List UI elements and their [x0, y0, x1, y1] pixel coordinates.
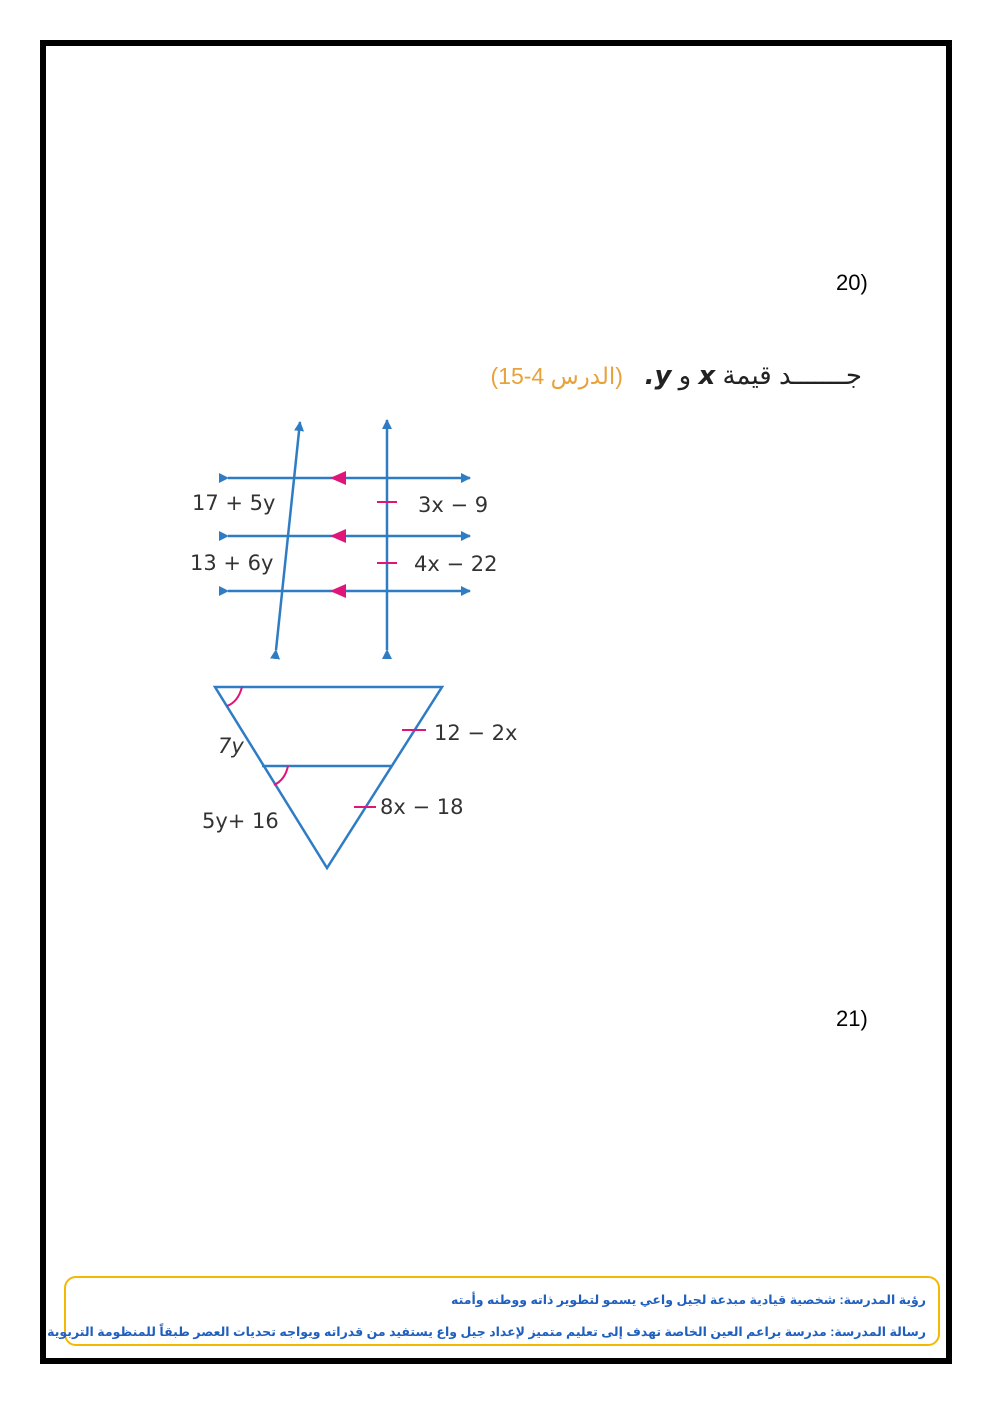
- label-5y-plus-16: 5y+ 16: [202, 809, 279, 833]
- angle-arc-icon: [227, 687, 242, 706]
- school-vision: رؤية المدرسة: شخصية قيادية مبدعة لجيل واعي يسمو لتطوير ذاته ووطنه وأمته: [451, 1293, 926, 1307]
- label-17-plus-5y: 17 + 5y: [192, 491, 276, 515]
- label-3x-minus-9: 3x − 9: [418, 493, 489, 517]
- parallel-marks: [330, 471, 346, 598]
- variable-x: x: [698, 361, 716, 391]
- label-12-minus-2x: 12 − 2x: [434, 721, 518, 745]
- label-13-plus-6y: 13 + 6y: [190, 551, 274, 575]
- variable-y: y.: [644, 361, 672, 391]
- and-word: و: [678, 360, 692, 390]
- geometry-figure: [170, 410, 570, 885]
- parallel-mark-icon: [330, 584, 346, 598]
- label-4x-minus-22: 4x − 22: [414, 552, 498, 576]
- triangle-outline: [215, 687, 442, 868]
- lesson-reference: (الدرس 4-15): [490, 363, 623, 389]
- question-20-number: 20): [836, 270, 868, 295]
- label-8x-minus-18: 8x − 18: [380, 795, 464, 819]
- label-7y: 7y: [218, 734, 244, 758]
- geometry-figure-svg: [170, 410, 570, 880]
- angle-arc-icon: [274, 766, 288, 785]
- school-mission: رسالة المدرسة: مدرسة براعم العين الخاصة تهدف إلى تعليم متميز لإعداد جيل واع يستفيد من قدراته ويواجه تحديات العصر طبقاً للمنظومة التربوية: [47, 1325, 926, 1339]
- footer-box: [47, 1276, 940, 1346]
- parallel-mark-icon: [330, 529, 346, 543]
- question-21-number: 21): [836, 1006, 868, 1031]
- triangle: [215, 687, 442, 868]
- question-20-instruction: [490, 360, 862, 391]
- parallel-mark-icon: [330, 471, 346, 485]
- instruction-text: جـــــــد قيمة: [722, 360, 862, 390]
